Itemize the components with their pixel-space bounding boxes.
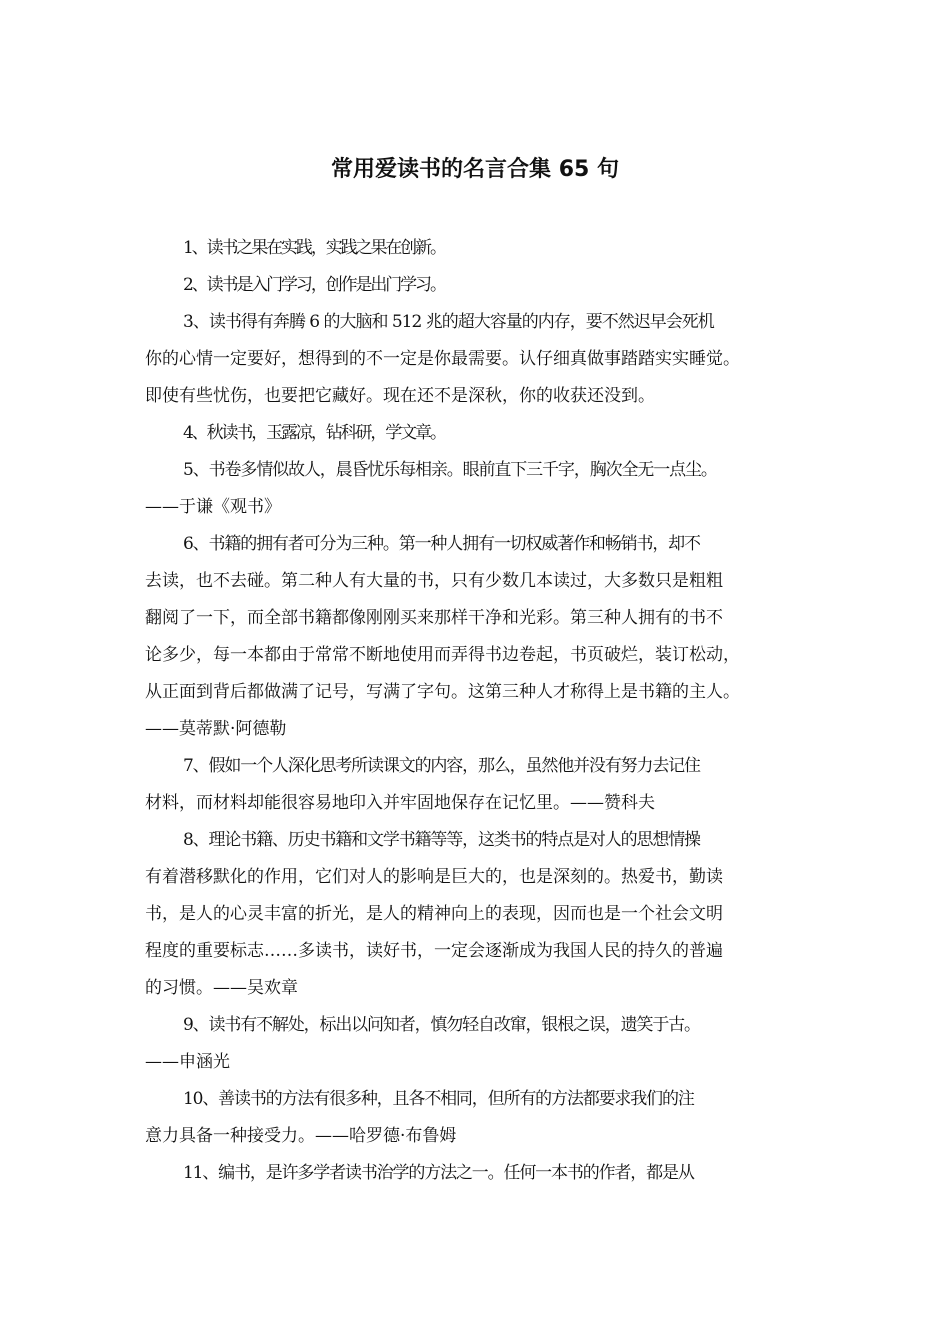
paragraph-line: 从正面到背后都做满了记号，写满了字句。这第三种人才称得上是书籍的主人。 — [145, 682, 740, 702]
paragraph-first-line: 2、读书是入门学习，创作是出门学习。 — [183, 275, 445, 295]
paragraph-line: 去读，也不去碰。第二种人有大量的书，只有少数几本读过，大多数只是粗粗 — [145, 571, 723, 591]
paragraph-line: 材料，而材料却能很容易地印入并牢固地保存在记忆里。——赞科夫 — [145, 793, 655, 813]
document-title: 常用爱读书的名言合集 65 句 — [331, 157, 619, 182]
paragraph-line: ——于谦《观书》 — [145, 497, 281, 517]
paragraph-first-line: 11、编书，是许多学者读书治学的方法之一。任何一本书的作者，都是从 — [183, 1163, 694, 1183]
paragraph-line: ——申涵光 — [145, 1052, 230, 1072]
paragraph-line: 书，是人的心灵丰富的折光，是人的精神向上的表现，因而也是一个社会文明 — [145, 904, 723, 924]
paragraph-first-line: 3、读书得有奔腾 6 的大脑和 512 兆的超大容量的内存，要不然迟早会死机 — [183, 312, 714, 332]
paragraph-line: 翻阅了一下，而全部书籍都像刚刚买来那样干净和光彩。第三种人拥有的书不 — [145, 608, 723, 628]
paragraph-line: 有着潜移默化的作用，它们对人的影响是巨大的，也是深刻的。热爱书，勤读 — [145, 867, 723, 887]
paragraph-first-line: 7、假如一个人深化思考所读课文的内容，那么，虽然他并没有努力去记住 — [183, 756, 700, 776]
paragraph-first-line: 1、读书之果在实践，实践之果在创新。 — [183, 238, 445, 258]
paragraph-first-line: 8、理论书籍、历史书籍和文学书籍等等，这类书的特点是对人的思想情操 — [183, 830, 700, 850]
paragraph-line: 的习惯。——吴欢章 — [145, 978, 298, 998]
paragraph-first-line: 4、秋读书，玉露凉，钻科研，学文章。 — [183, 423, 445, 443]
paragraph-line: 意力具备一种接受力。——哈罗德·布鲁姆 — [145, 1126, 457, 1146]
paragraph-line: 论多少，每一本都由于常常不断地使用而弄得书边卷起，书页破烂，装订松动， — [145, 645, 740, 665]
document-body — [145, 230, 815, 1192]
paragraph-first-line: 9、读书有不解处，标出以问知者，慎勿轻自改窜，银根之误，遗笑于古。 — [183, 1015, 700, 1035]
paragraph-first-line: 6、书籍的拥有者可分为三种。第一种人拥有一切权威著作和畅销书，却不 — [183, 534, 700, 554]
paragraph-line: 即使有些忧伤，也要把它藏好。现在还不是深秋，你的收获还没到。 — [145, 386, 655, 406]
paragraph-first-line: 10、善读书的方法有很多种，且各不相同，但所有的方法都要求我们的注 — [183, 1089, 694, 1109]
paragraph-line: 你的心情一定要好，想得到的不一定是你最需要。认仔细真做事踏踏实实睡觉。 — [145, 349, 740, 369]
paragraph-line: ——莫蒂默·阿德勒 — [145, 719, 287, 739]
paragraph-first-line: 5、书卷多情似故人，晨昏忧乐每相亲。眼前直下三千字，胸次全无一点尘。 — [183, 460, 717, 480]
paragraph-line: 程度的重要标志……多读书，读好书，一定会逐渐成为我国人民的持久的普遍 — [145, 941, 723, 961]
